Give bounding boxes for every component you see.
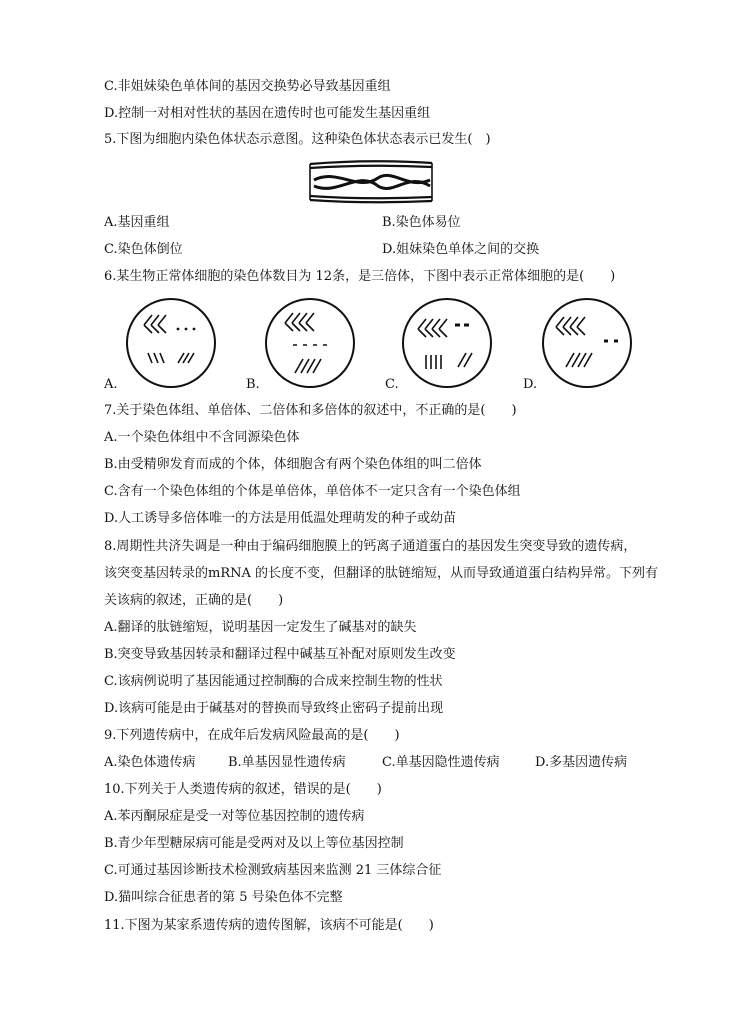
q8-option-d: D.该病可能是由于碱基对的替换而导致终止密码子提前出现 [104,701,444,716]
cell-diagram-b [263,297,357,389]
q9-option-a: A.染色体遗传病 [104,755,196,770]
cell-label-b: B. [246,377,260,392]
q4-option-d: D.控制一对相对性状的基因在遗传时也可能发生基因重组 [104,106,431,121]
cell-diagram-d [540,297,634,389]
cell-label-a: A. [104,377,118,392]
q7-option-a: A.一个染色体组中不含同源染色体 [104,430,300,445]
q4-option-c: C.非姐妹染色单体间的基因交换势必导致基因重组 [104,79,391,94]
q8-option-c: C.该病例说明了基因能通过控制酶的合成来控制生物的性状 [104,674,443,689]
q10-stem: 10.下列关于人类遗传病的叙述，错误的是( ) [104,782,382,797]
chromosome-inversion-figure [308,158,434,204]
cell-label-d: D. [523,377,538,392]
cell-label-c: C. [385,377,399,392]
q9-option-d: D.多基因遗传病 [535,755,628,770]
q9-stem: 9.下列遗传病中，在成年后发病风险最高的是( ) [104,728,400,743]
q8-option-a: A.翻译的肽链缩短，说明基因一定发生了碱基对的缺失 [104,620,417,635]
q11-stem: 11.下图为某家系遗传病的遗传图解，该病不可能是( ) [104,918,434,933]
q7-stem: 7.关于染色体组、单倍体、二倍体和多倍体的叙述中，不正确的是( ) [104,403,517,418]
q7-option-c: C.含有一个染色体组的个体是单倍体，单倍体不一定只含有一个染色体组 [104,484,521,499]
q5-option-b: B.染色体易位 [382,215,461,230]
q8-option-b: B.突变导致基因转录和翻译过程中碱基互补配对原则发生改变 [104,647,456,662]
q10-option-a: A.苯丙酮尿症是受一对等位基因控制的遗传病 [104,809,365,824]
q10-option-b: B.青少年型糖尿病可能是受两对及以上等位基因控制 [104,836,404,851]
q9-option-c: C.单基因隐性遗传病 [382,755,500,770]
q10-option-c: C.可通过基因诊断技术检测致病基因来监测 21 三体综合征 [104,863,442,878]
q8-stem-line2: 该突变基因转录的mRNA 的长度不变，但翻译的肽链缩短，从而导致通道蛋白结构异常。下列有 [104,566,659,581]
q8-stem-line3: 关该病的叙述，正确的是( ) [104,593,284,608]
cell-diagram-a [124,297,218,389]
q7-option-b: B.由受精卵发育而成的个体，体细胞含有两个染色体组的叫二倍体 [104,457,482,472]
q6-stem: 6.某生物正常体细胞的染色体数目为 12条，是三倍体，下图中表示正常体细胞的是( ) [104,269,616,284]
q5-option-a: A.基因重组 [104,215,170,230]
q5-option-d: D.姐妹染色单体之间的交换 [382,242,540,257]
q10-option-d: D.猫叫综合征患者的第 5 号染色体不完整 [104,890,343,905]
q5-stem: 5.下图为细胞内染色体状态示意图。这种染色体状态表示已发生( ) [104,132,491,147]
q7-option-d: D.人工诱导多倍体唯一的方法是用低温处理萌发的种子或幼苗 [104,511,457,526]
q5-option-c: C.染色体倒位 [104,242,183,257]
q9-option-b: B.单基因显性遗传病 [228,755,346,770]
cell-diagram-c [400,297,494,389]
q8-stem-line1: 8.周期性共济失调是一种由于编码细胞膜上的钙离子通道蛋白的基因发生突变导致的遗传病， [104,539,637,554]
